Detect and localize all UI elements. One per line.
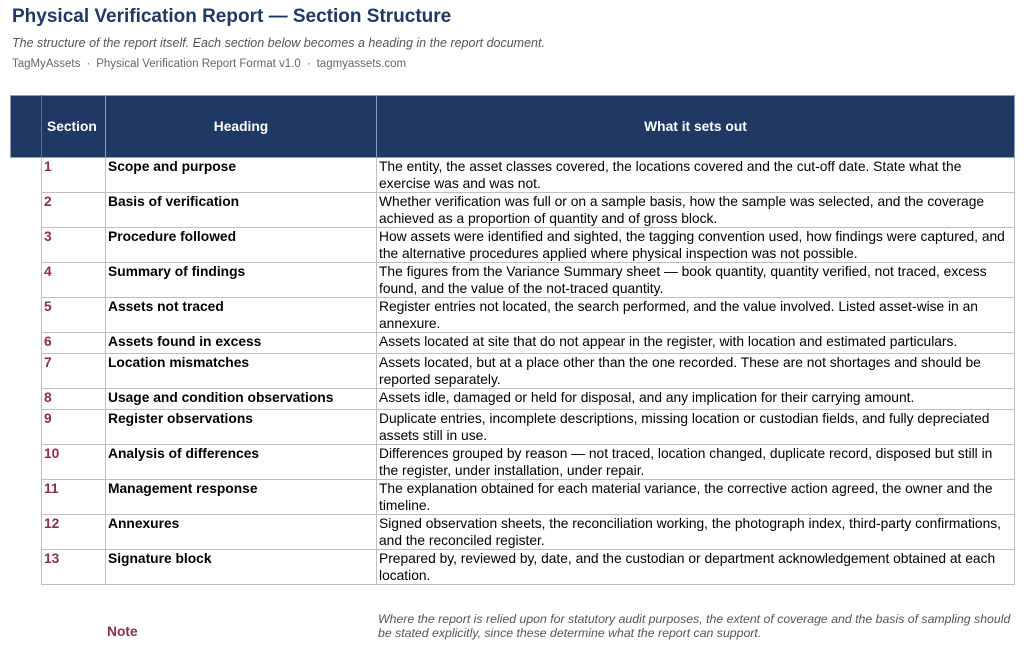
section-table xyxy=(10,95,1015,585)
section-heading: Assets not traced xyxy=(106,298,377,333)
section-description: Duplicate entries, incomplete descriptions, missing location or custodian fields, and fully depreciated assets still in use. xyxy=(377,410,1015,445)
section-description: Differences grouped by reason — not traced, location changed, duplicate record, disposed but still in the register, under installation, under repair. xyxy=(377,445,1015,480)
site-link[interactable]: tagmyassets.com xyxy=(316,58,407,70)
row-gutter xyxy=(11,550,42,585)
section-description: Assets located, but at a place other than the one recorded. These are not shortages and should be reported separately. xyxy=(377,354,1015,389)
section-heading: Signature block xyxy=(106,550,377,585)
meta-line xyxy=(12,58,406,70)
section-heading: Basis of verification xyxy=(106,193,377,228)
section-description: How assets were identified and sighted, the tagging convention used, how findings were captured, and the alternative procedures applied where physical inspection was not possible. xyxy=(377,228,1015,263)
note-label: Note xyxy=(107,624,138,639)
meta-separator: · xyxy=(86,58,91,70)
column-header-section: Section xyxy=(42,96,106,158)
row-gutter xyxy=(11,445,42,480)
section-heading: Management response xyxy=(106,480,377,515)
page-subtitle: The structure of the report itself. Each section below becomes a heading in the report document. xyxy=(12,36,545,50)
section-description: Register entries not located, the search performed, and the value involved. Listed asset-wise in an annexure. xyxy=(377,298,1015,333)
section-heading: Register observations xyxy=(106,410,377,445)
section-description: The entity, the asset classes covered, the locations covered and the cut-off date. State what the exercise was and was not. xyxy=(377,158,1015,193)
row-gutter xyxy=(11,333,42,354)
column-header-heading: Heading xyxy=(106,96,377,158)
section-number: 11 xyxy=(42,480,106,515)
note-text: Where the report is relied upon for statutory audit purposes, the extent of coverage and the basis of sampling should be stated explicitly, since these determine what the report can support. xyxy=(378,612,1011,640)
row-gutter xyxy=(11,263,42,298)
table-row xyxy=(11,354,1015,389)
section-description: The figures from the Variance Summary sheet — book quantity, quantity verified, not traced, excess found, and the value of the not-traced quantity. xyxy=(377,263,1015,298)
section-heading: Procedure followed xyxy=(106,228,377,263)
section-description: Assets idle, damaged or held for disposal, and any implication for their carrying amount. xyxy=(377,389,1015,410)
section-number: 12 xyxy=(42,515,106,550)
row-gutter xyxy=(11,298,42,333)
table-row xyxy=(11,193,1015,228)
row-gutter xyxy=(11,228,42,263)
section-number: 7 xyxy=(42,354,106,389)
section-number: 5 xyxy=(42,298,106,333)
row-gutter xyxy=(11,480,42,515)
row-gutter xyxy=(11,354,42,389)
section-heading: Location mismatches xyxy=(106,354,377,389)
table-row xyxy=(11,550,1015,585)
section-heading: Analysis of differences xyxy=(106,445,377,480)
section-number: 6 xyxy=(42,333,106,354)
section-heading: Annexures xyxy=(106,515,377,550)
brand-name: TagMyAssets xyxy=(12,58,81,70)
row-gutter xyxy=(11,515,42,550)
section-heading: Summary of findings xyxy=(106,263,377,298)
section-number: 9 xyxy=(42,410,106,445)
section-heading: Usage and condition observations xyxy=(106,389,377,410)
section-description: The explanation obtained for each material variance, the corrective action agreed, the owner and the timeline. xyxy=(377,480,1015,515)
format-version: Physical Verification Report Format v1.0 xyxy=(96,58,301,70)
row-gutter xyxy=(11,158,42,193)
section-number: 2 xyxy=(42,193,106,228)
table-row xyxy=(11,263,1015,298)
section-description: Signed observation sheets, the reconciliation working, the photograph index, third-party confirmations, and the reconciled register. xyxy=(377,515,1015,550)
table-row xyxy=(11,410,1015,445)
row-gutter xyxy=(11,193,42,228)
section-description: Assets located at site that do not appear in the register, with location and estimated particulars. xyxy=(377,333,1015,354)
table-row xyxy=(11,333,1015,354)
table-row xyxy=(11,158,1015,193)
gutter-header-cell xyxy=(11,96,42,158)
row-gutter xyxy=(11,389,42,410)
table-row xyxy=(11,515,1015,550)
section-table-wrapper xyxy=(10,95,1014,585)
section-description: Whether verification was full or on a sample basis, how the sample was selected, and the coverage achieved as a proportion of quantity and of gross block. xyxy=(377,193,1015,228)
section-number: 1 xyxy=(42,158,106,193)
page-title: Physical Verification Report — Section Structure xyxy=(12,6,452,27)
section-number: 13 xyxy=(42,550,106,585)
column-header-sets-out: What it sets out xyxy=(377,96,1015,158)
section-description: Prepared by, reviewed by, date, and the custodian or department acknowledgement obtained at each location. xyxy=(377,550,1015,585)
table-row xyxy=(11,480,1015,515)
section-number: 8 xyxy=(42,389,106,410)
row-gutter xyxy=(11,410,42,445)
table-row xyxy=(11,389,1015,410)
meta-separator: · xyxy=(306,58,311,70)
table-row xyxy=(11,228,1015,263)
table-row xyxy=(11,445,1015,480)
table-header-row xyxy=(11,96,1015,158)
section-heading: Scope and purpose xyxy=(106,158,377,193)
section-number: 3 xyxy=(42,228,106,263)
section-heading: Assets found in excess xyxy=(106,333,377,354)
section-number: 10 xyxy=(42,445,106,480)
section-number: 4 xyxy=(42,263,106,298)
table-row xyxy=(11,298,1015,333)
